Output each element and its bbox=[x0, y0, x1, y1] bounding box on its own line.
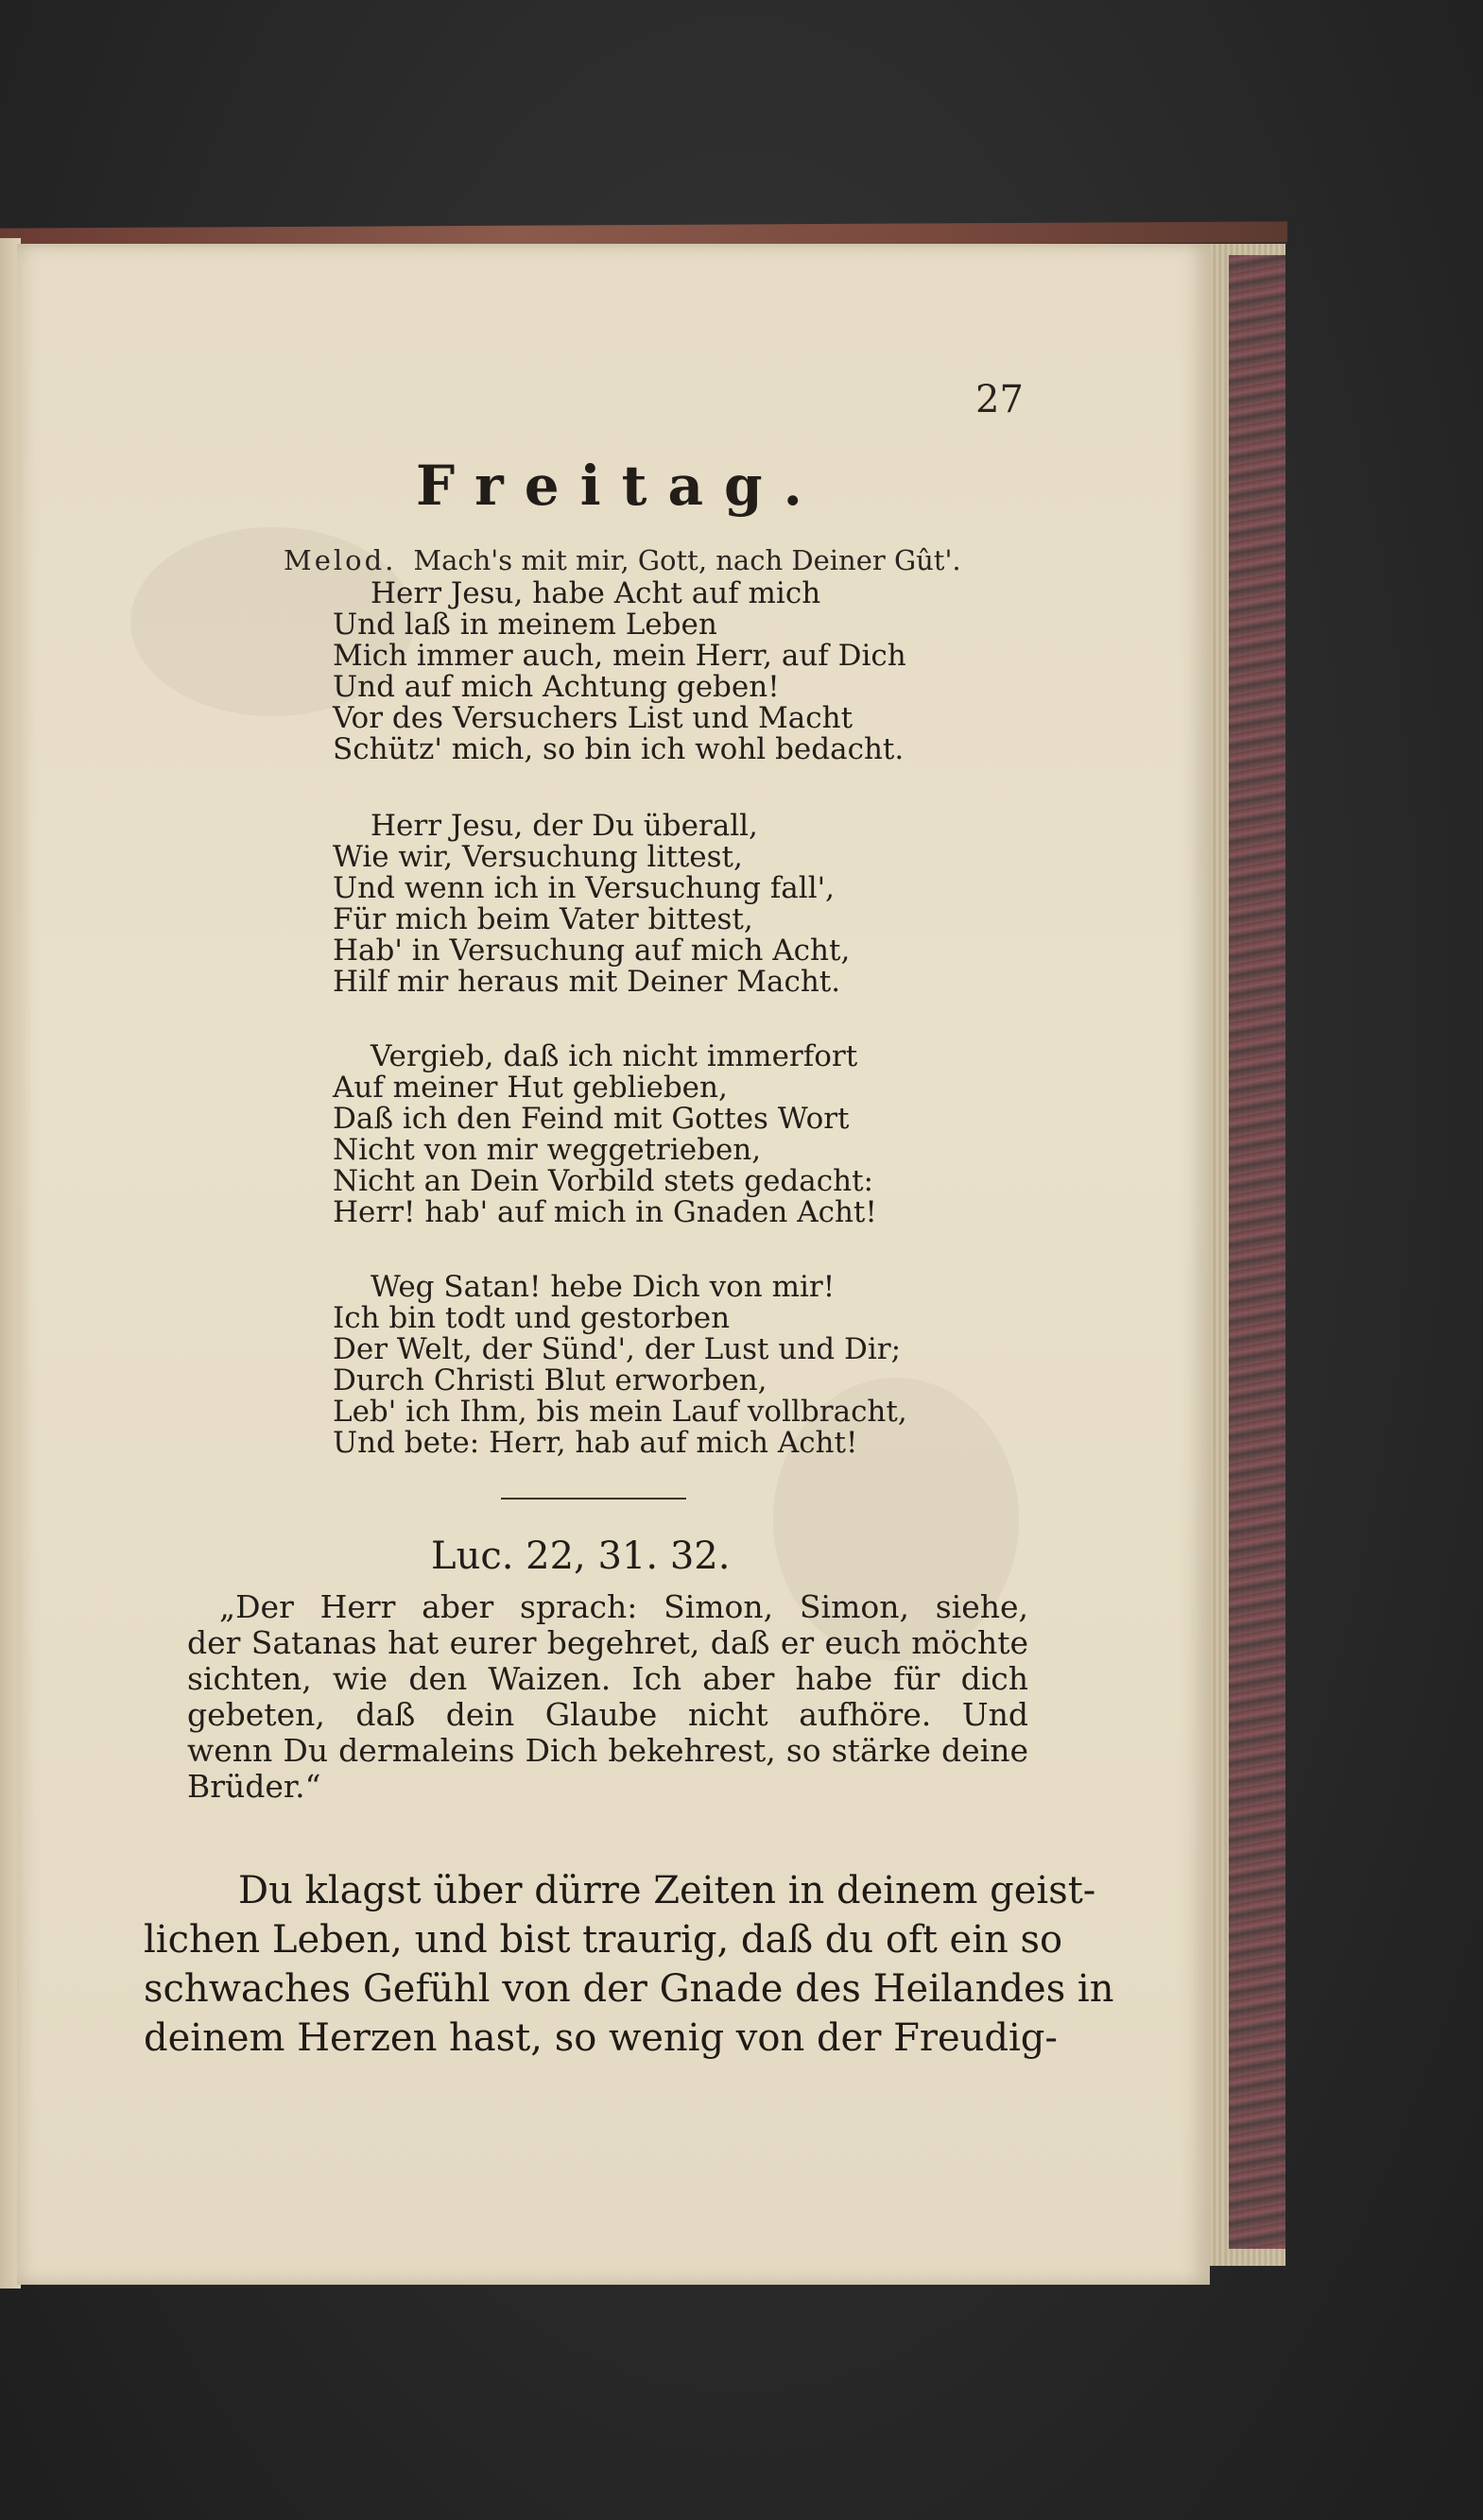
verse-line: Hab' in Versuchung auf mich Acht, bbox=[333, 934, 851, 968]
hymn-stanza-3 bbox=[333, 1041, 938, 1228]
hymn-stanza-4 bbox=[333, 1272, 938, 1459]
verse-line: Herr Jesu, habe Acht auf mich bbox=[371, 576, 821, 610]
verse-line: Herr Jesu, der Du überall, bbox=[371, 809, 758, 843]
verse-line: Nicht an Dein Vorbild stets gedacht: bbox=[333, 1164, 873, 1198]
quote-line: Brüder.“ bbox=[187, 1768, 321, 1805]
verse-line: Daß ich den Feind mit Gottes Wort bbox=[333, 1102, 850, 1136]
verse-line: Schütz' mich, so bin ich wohl bedacht. bbox=[333, 732, 905, 766]
verse-line: Und laß in meinem Leben bbox=[333, 608, 717, 642]
verse-line: Weg Satan! hebe Dich von mir! bbox=[371, 1270, 836, 1304]
verse-line: Nicht von mir weggetrieben, bbox=[333, 1133, 762, 1167]
verse-line: Und wenn ich in Versuchung fall', bbox=[333, 871, 835, 905]
body-line: deinem Herzen hast, so wenig von der Freudig- bbox=[144, 2016, 1058, 2060]
verse-line: Und bete: Herr, hab auf mich Acht! bbox=[333, 1426, 858, 1460]
scripture-reference: Luc. 22, 31. 32. bbox=[431, 1534, 731, 1578]
section-divider bbox=[501, 1498, 686, 1500]
quote-line: wenn Du dermaleins Dich bekehrest, so stärke deine bbox=[187, 1732, 1028, 1769]
body-paragraph bbox=[144, 1866, 1114, 2063]
verse-line: Für mich beim Vater bittest, bbox=[333, 902, 753, 936]
melody-line bbox=[284, 544, 961, 576]
body-line: lichen Leben, und bist traurig, daß du oft ein so bbox=[144, 1918, 1063, 1962]
verse-line: Leb' ich Ihm, bis mein Lauf vollbracht, bbox=[333, 1395, 907, 1429]
verse-line: Der Welt, der Sünd', der Lust und Dir; bbox=[333, 1332, 902, 1366]
body-line: Du klagst über dürre Zeiten in deinem geist- bbox=[238, 1869, 1096, 1912]
quote-line: „Der Herr aber sprach: Simon, Simon, siehe, bbox=[219, 1588, 1028, 1625]
verse-line: Mich immer auch, mein Herr, auf Dich bbox=[333, 639, 906, 673]
page-number: 27 bbox=[975, 378, 1024, 421]
marbled-cover-edge bbox=[1229, 255, 1285, 2249]
verse-line: Auf meiner Hut geblieben, bbox=[333, 1071, 728, 1105]
verse-line: Vor des Versuchers List und Macht bbox=[333, 701, 854, 735]
melody-text: Mach's mit mir, Gott, nach Deiner Gût'. bbox=[413, 544, 961, 576]
verse-line: Vergieb, daß ich nicht immerfort bbox=[371, 1039, 858, 1073]
verse-line: Wie wir, Versuchung littest, bbox=[333, 840, 743, 874]
verse-line: Ich bin todt und gestorben bbox=[333, 1301, 731, 1335]
verse-line: Durch Christi Blut erworben, bbox=[333, 1363, 767, 1397]
quote-line: der Satanas hat eurer begehret, daß er euch möchte bbox=[187, 1624, 1028, 1661]
quote-line: gebeten, daß dein Glaube nicht aufhöre. Und bbox=[187, 1696, 1028, 1733]
scripture-quote bbox=[187, 1589, 1028, 1805]
quote-line: sichten, wie den Waizen. Ich aber habe für dich bbox=[187, 1660, 1028, 1697]
hymn-stanza-2 bbox=[333, 811, 938, 998]
hymn-stanza-1 bbox=[333, 578, 938, 765]
verse-line: Herr! hab' auf mich in Gnaden Acht! bbox=[333, 1195, 877, 1229]
page-title: Freitag. bbox=[416, 454, 823, 518]
melody-label: Melod. bbox=[284, 544, 397, 576]
verse-line: Hilf mir heraus mit Deiner Macht. bbox=[333, 965, 841, 999]
verse-line: Und auf mich Achtung geben! bbox=[333, 670, 780, 704]
body-line: schwaches Gefühl von der Gnade des Heilandes in bbox=[144, 1967, 1114, 2011]
